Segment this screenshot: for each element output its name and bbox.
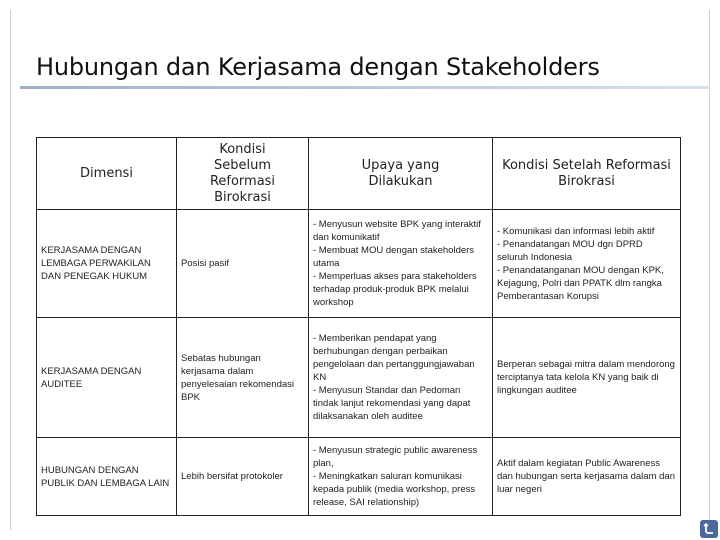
table-header-row: [37, 138, 681, 210]
row1-setelah-item: - Komunikasi dan informasi lebih aktif: [497, 225, 655, 237]
table-row: [37, 438, 681, 516]
table-row: [37, 210, 681, 318]
table-row: [37, 318, 681, 438]
row3-upaya-item: - Menyusun strategic public awareness plan,: [313, 445, 478, 469]
row1-setelah-item: - Penandatanganan MOU dengan KPK, Kejagung, Polri dan PPATK dlm rangka Pemberantasan Korupsi: [497, 264, 664, 302]
row1-upaya-item: - Membuat MOU dengan stakeholders utama: [313, 245, 475, 269]
row2-sebelum: Sebatas hubungan kerjasama dalam penyelesaian rekomendasi BPK: [177, 318, 309, 438]
row3-dimensi: HUBUNGAN DENGAN PUBLIK DAN LEMBAGA LAIN: [37, 438, 177, 516]
row3-setelah-item: Aktif dalam kegiatan Public Awareness dan hubungan serta kerjasama dalam dan luar negeri: [497, 458, 675, 495]
row1-upaya-item: - Memperluas akses para stakeholders terhadap produk-produk BPK melalui workshop: [313, 271, 477, 308]
row2-setelah: [493, 318, 681, 438]
row1-sebelum: Posisi pasif: [177, 210, 309, 318]
row1-dimensi: KERJASAMA DENGAN LEMBAGA PERWAKILAN DAN PENEGAK HUKUM: [37, 210, 177, 318]
row2-upaya-item: - Menyusun Standar dan Pedoman tindak lanjut rekomendasi yang dapat dilaksanakan oleh auditee: [313, 385, 471, 422]
row1-setelah: [493, 210, 681, 318]
row3-setelah: [493, 438, 681, 516]
row2-setelah-item: Berperan sebagai mitra dalam mendorong terciptanya tata kelola KN yang baik di lingkungan auditee: [497, 359, 675, 396]
row3-sebelum: Lebih bersifat protokoler: [177, 438, 309, 516]
header-sebelum: Kondisi Sebelum Reformasi Birokrasi: [177, 138, 309, 210]
row1-upaya: [309, 210, 493, 318]
row1-upaya-item: - Menyusun website BPK yang interaktif dan komunikatif: [313, 219, 481, 243]
slide-title: Hubungan dan Kerjasama dengan Stakeholders: [36, 53, 600, 81]
return-icon[interactable]: [700, 520, 718, 538]
stakeholder-table: [36, 137, 681, 516]
row2-upaya: [309, 318, 493, 438]
header-upaya: Upaya yang Dilakukan: [309, 138, 493, 210]
return-arrow-icon: [703, 523, 715, 535]
title-underline: [20, 86, 710, 89]
header-dimensi: Dimensi: [37, 138, 177, 210]
row3-upaya: [309, 438, 493, 516]
row3-upaya-item: - Meningkatkan saluran komunikasi kepada publik (media workshop, press release, SAI relationship): [313, 471, 476, 508]
row2-dimensi: KERJASAMA DENGAN AUDITEE: [37, 318, 177, 438]
row1-setelah-item: - Penandatangan MOU dgn DPRD seluruh Indonesia: [497, 238, 643, 263]
header-setelah: Kondisi Setelah Reformasi Birokrasi: [493, 138, 681, 210]
row2-upaya-item: - Memberikan pendapat yang berhubungan dengan perbaikan pengelolaan dan pertanggungjawaban KN: [313, 333, 475, 383]
